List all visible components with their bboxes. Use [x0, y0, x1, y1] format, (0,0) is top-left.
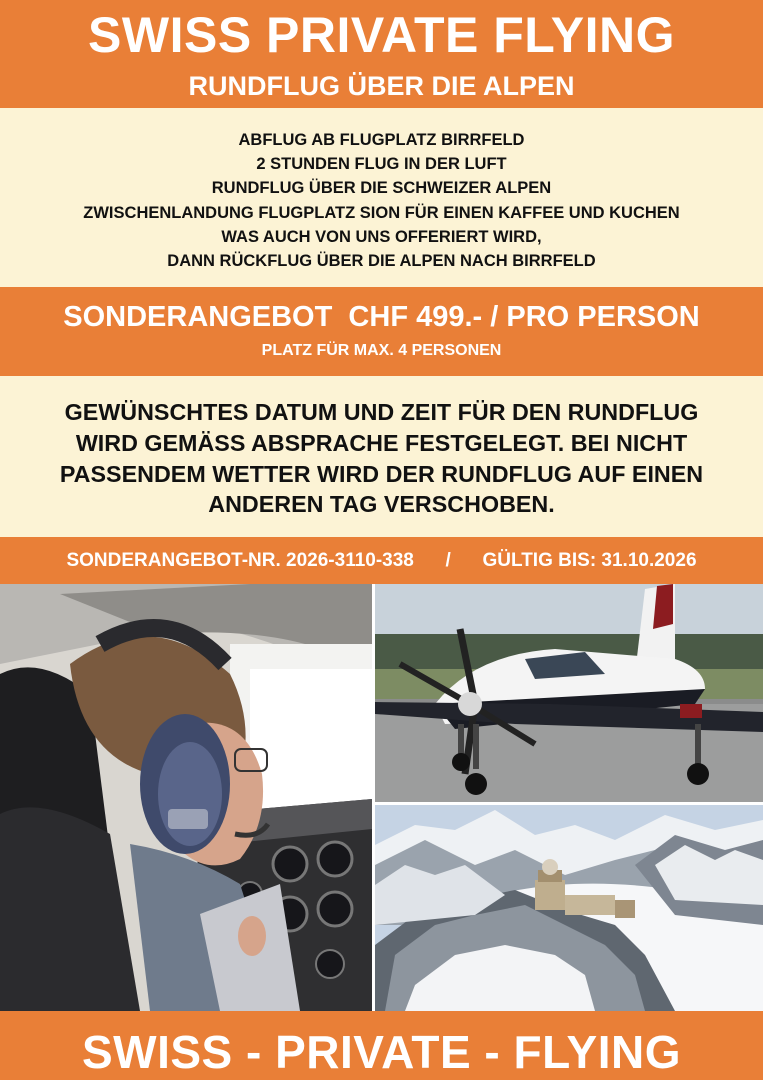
notice-section	[0, 376, 763, 537]
header-banner	[0, 0, 763, 108]
info-line: ABFLUG AB FLUGPLATZ BIRRFELD	[238, 131, 525, 149]
offer-reference-banner	[0, 537, 763, 584]
offer-price: SONDERANGEBOT CHF 499.- / PRO PERSON	[63, 301, 700, 333]
photo-collage	[0, 584, 763, 1011]
notice-line: ANDEREN TAG VERSCHOBEN.	[208, 491, 555, 518]
page-subtitle: RUNDFLUG ÜBER DIE ALPEN	[188, 71, 575, 101]
offer-banner	[0, 287, 763, 376]
offer-capacity: PLATZ FÜR MAX. 4 PERSONEN	[261, 342, 502, 359]
alps-photo	[375, 805, 763, 1011]
footer-banner	[0, 1011, 763, 1080]
notice-line: GEWÜNSCHTES DATUM UND ZEIT FÜR DEN RUNDFLUG	[64, 399, 699, 425]
footer-title: SWISS - PRIVATE - FLYING	[82, 1026, 681, 1078]
flight-info-section	[0, 108, 763, 287]
page-title: SWISS PRIVATE FLYING	[88, 7, 675, 63]
offer-reference: SONDERANGEBOT-NR. 2026-3110-338 / GÜLTIG BIS: 31.10.2026	[66, 550, 697, 571]
notice-line: PASSENDEM WETTER WIRD DER RUNDFLUG AUF EINEN	[59, 460, 704, 487]
notice-line: WIRD GEMÄSS ABSPRACHE FESTGELEGT. BEI NICHT	[75, 429, 688, 456]
info-line: 2 STUNDEN FLUG IN DER LUFT	[256, 155, 507, 174]
info-line: DANN RÜCKFLUG ÜBER DIE ALPEN NACH BIRRFELD	[167, 252, 596, 271]
info-line: RUNDFLUG ÜBER DIE SCHWEIZER ALPEN	[211, 179, 552, 198]
airplane-photo	[375, 584, 763, 802]
info-line: WAS AUCH VON UNS OFFERIERT WIRD,	[221, 227, 542, 246]
pilot-cockpit-photo	[0, 584, 372, 1011]
info-line: ZWISCHENLANDUNG FLUGPLATZ SION FÜR EINEN KAFFEE UND KUCHEN	[83, 203, 680, 222]
